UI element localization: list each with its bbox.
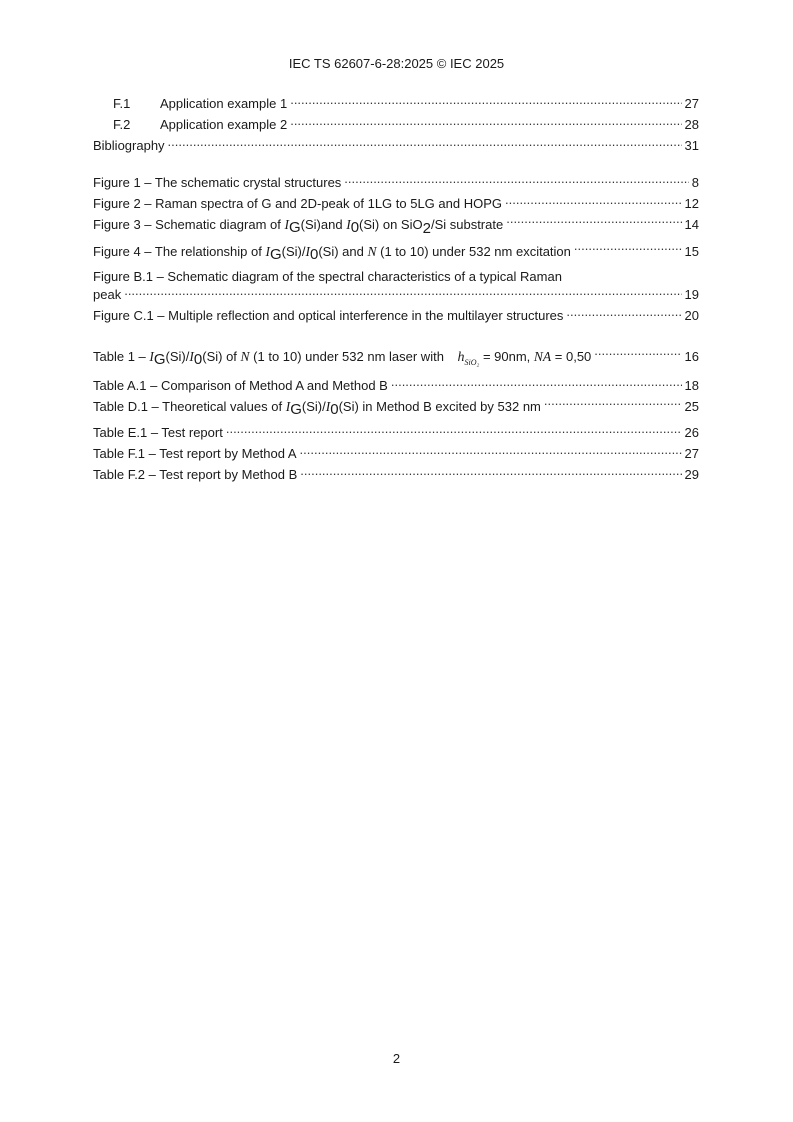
toc-entry-title: Figure 4 – The relationship of IG(Si)/I0(Si) and N (1 to 10) under 532 nm excitation: [93, 244, 571, 263]
toc-entry-page: 27: [684, 96, 699, 111]
dot-leader: [594, 347, 681, 361]
toc-entry-page: 27: [684, 446, 699, 461]
dot-leader: [168, 136, 682, 150]
toc-entry-page: 16: [684, 349, 699, 364]
dot-leader: [290, 115, 681, 129]
toc-entry-number: F.2: [113, 117, 131, 132]
dot-leader: [300, 465, 681, 479]
toc-entry-page: 15: [684, 244, 699, 259]
toc-figure-b1[interactable]: [93, 268, 699, 303]
toc-figure-1[interactable]: [93, 173, 699, 191]
table-of-contents: [93, 94, 699, 486]
toc-entry-page: 31: [684, 138, 699, 153]
toc-table-f1[interactable]: [93, 444, 699, 462]
toc-entry-title: Bibliography: [93, 138, 165, 153]
toc-entry-f1[interactable]: [93, 94, 699, 112]
toc-figure-2[interactable]: [93, 194, 699, 212]
toc-entry-title: Application example 2: [160, 117, 288, 132]
dot-leader: [566, 306, 681, 320]
toc-entry-page: 12: [684, 196, 699, 211]
toc-entry-title-line2: peak: [93, 287, 122, 302]
toc-entry-title: Table 1 – IG(Si)/I0(Si) of N (1 to 10) under 532 nm laser with $h_{SiO_2} = 90nm$, NA = 0,50: [93, 349, 592, 368]
toc-table-f2[interactable]: [93, 465, 699, 483]
toc-entry-title: Table A.1 – Comparison of Method A and Method B: [93, 378, 388, 393]
toc-entry-title: Application example 1: [160, 96, 288, 111]
toc-entry-f2[interactable]: [93, 115, 699, 133]
dot-leader: [344, 173, 688, 187]
dot-leader: [544, 397, 682, 411]
toc-entry-page: 28: [684, 117, 699, 132]
dot-leader: [574, 242, 682, 256]
toc-entry-title: Table F.1 – Test report by Method A: [93, 446, 297, 461]
toc-entry-page: 20: [684, 308, 699, 323]
toc-entry-title: Figure C.1 – Multiple reflection and optical interference in the multilayer structures: [93, 308, 564, 323]
dot-leader: [505, 194, 682, 208]
toc-figure-3[interactable]: [93, 215, 699, 239]
dot-leader: [124, 285, 681, 299]
dot-leader: [391, 376, 682, 390]
toc-table-e1[interactable]: [93, 423, 699, 441]
toc-entry-title: Table E.1 – Test report: [93, 425, 223, 440]
toc-table-d1[interactable]: [93, 397, 699, 420]
dot-leader: [300, 444, 682, 458]
toc-entry-bibliography[interactable]: [93, 136, 699, 154]
dot-leader: [506, 215, 681, 229]
page-number: 2: [392, 1051, 401, 1066]
toc-figure-4[interactable]: [93, 242, 699, 265]
toc-entry-page: 25: [684, 399, 699, 414]
toc-entry-page: 29: [684, 467, 699, 482]
toc-entry-page: 26: [684, 425, 699, 440]
dot-leader: [290, 94, 681, 108]
toc-entry-page: 18: [684, 378, 699, 393]
toc-entry-page: 19: [684, 287, 699, 302]
toc-table-a1[interactable]: [93, 376, 699, 394]
toc-entry-title: Figure 2 – Raman spectra of G and 2D-peak of 1LG to 5LG and HOPG: [93, 196, 502, 211]
toc-entry-page: 14: [684, 217, 699, 232]
toc-entry-title: Figure 3 – Schematic diagram of IG(Si)and I0(Si) on SiO2/Si substrate: [93, 217, 504, 237]
toc-figure-c1[interactable]: [93, 306, 699, 324]
toc-entry-number: F.1: [113, 96, 131, 111]
toc-entry-page: 8: [691, 175, 699, 190]
toc-entry-title: Table D.1 – Theoretical values of IG(Si)/I0(Si) in Method B excited by 532 nm: [93, 399, 541, 418]
running-header: IEC TS 62607-6-28:2025 © IEC 2025: [288, 56, 505, 71]
toc-entry-title: Figure 1 – The schematic crystal structures: [93, 175, 342, 190]
toc-table-1[interactable]: [93, 347, 699, 373]
toc-entry-title: Table F.2 – Test report by Method B: [93, 467, 298, 482]
toc-entry-title-line1: Figure B.1 – Schematic diagram of the spectral characteristics of a typical Raman: [93, 269, 562, 284]
dot-leader: [226, 423, 682, 437]
